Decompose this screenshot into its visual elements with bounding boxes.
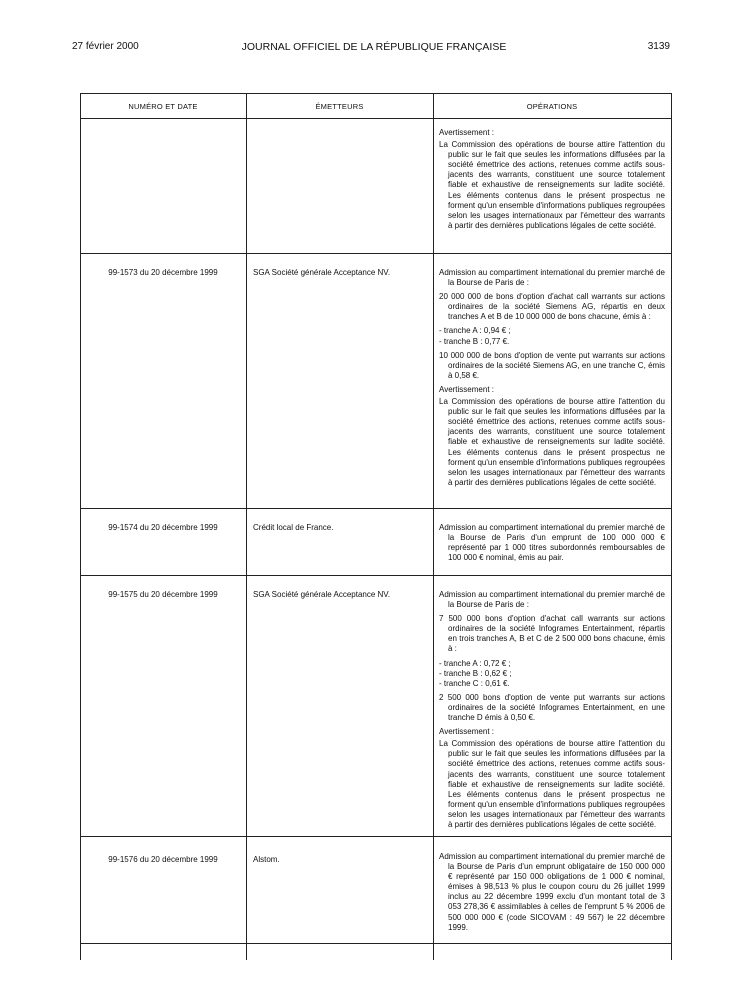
operations-cell	[439, 268, 665, 492]
tranche-item: - tranche B : 0,77 €.	[439, 336, 510, 346]
operation-paragraph: 20 000 000 de bons d'option d'achat call warrants sur actions ordinaires de la société Siemens AG, répartis en deux tranches A et B de 10 000 000 de bons chacune, émis à :	[439, 292, 665, 322]
page-number: 3139	[647, 41, 670, 52]
warning-text: La Commission des opérations de bourse attire l'attention du public sur le fait que seules les informations diffusées par la société émettrice des actions, retenues comme actifs sous-jacents des warrants, constituent une source totalement fiable et exhaustive de renseignements sur ladite société. Les éléments contenus dans le présent prospectus ne forment qu'un ensemble d'informations publiques regroupées selon les usages internationaux par l'émetteur des warrants à partir des dernières publications légales de cette société.	[439, 140, 665, 230]
column-divider	[246, 93, 247, 960]
operation-paragraph: Admission au compartiment international du premier marché de la Bourse de Paris d'un emprunt de 100 000 000 € représenté par 1 000 titres subordonnés remboursables de 100 000 € nominal, émis au pair.	[439, 523, 665, 563]
operations-cell	[439, 590, 665, 834]
tranche-item: - tranche A : 0,72 € ;	[439, 658, 511, 668]
operation-paragraph: Admission au compartiment international du premier marché de la Bourse de Paris d'un emprunt obligataire de 150 000 000 € représenté par 150 000 obligations de 1 000 € nominal, émises à 98,513 % plus le coupon couru du 26 juillet 1999 inclus au 22 décembre 1999 exclu d'un montant total de 3 053 278,36 € assimilables à celles de l'emprunt 5 % 2006 de 500 000 000 € (code SICOVAM : 49 567) le 22 décembre 1999.	[439, 852, 665, 932]
operations-cell	[439, 128, 665, 235]
column-header-numero: NUMÉRO ET DATE	[128, 102, 198, 111]
operation-paragraph: Admission au compartiment international du premier marché de la Bourse de Paris de :	[439, 268, 665, 288]
entry-number-date: 99-1574 du 20 décembre 1999	[108, 523, 218, 532]
operations-cell	[439, 852, 665, 937]
issuer-name: Crédit local de France.	[253, 523, 334, 532]
operation-paragraph: 2 500 000 bons d'option de vente put warrants sur actions ordinaires de la société Infogrames Entertainment, en une tranche D émis à 0,50 €.	[439, 692, 665, 723]
warning-label: Avertissement :	[439, 128, 494, 137]
warning-label: Avertissement :	[439, 727, 494, 737]
table-top-rule	[80, 93, 672, 94]
row-separator	[80, 836, 672, 837]
issuer-name: Alstom.	[253, 855, 280, 864]
operation-paragraph: Admission au compartiment international du premier marché de la Bourse de Paris de :	[439, 590, 665, 610]
row-separator	[80, 508, 672, 509]
operations-cell	[439, 523, 665, 567]
column-divider	[433, 93, 434, 960]
row-separator	[80, 575, 672, 576]
header-bottom-rule	[80, 118, 672, 119]
operation-paragraph: 7 500 000 bons d'option d'achat call warrants sur actions ordinaires de la société Infogrames Entertainment, répartis en trois tranches A, B et C de 2 500 000 bons chacune, émis à :	[439, 614, 665, 654]
tranche-item: - tranche B : 0,62 € ;	[439, 668, 512, 678]
warning-text: La Commission des opérations de bourse attire l'attention du public sur le fait que seules les informations diffusées par la société émettrice des actions, retenues comme actifs sous-jacents des warrants, constituent une source totalement fiable et exhaustive de renseignements sur ladite société. Les éléments contenus dans le présent prospectus ne forment qu'un ensemble d'informations publiques regroupées selon les usages internationaux par l'émetteur des warrants à partir des dernières publications légales de cette société.	[439, 739, 665, 829]
issuer-name: SGA Société générale Acceptance NV.	[253, 590, 391, 599]
tranche-item: - tranche A : 0,94 € ;	[439, 326, 511, 336]
operation-paragraph: 10 000 000 de bons d'option de vente put warrants sur actions ordinaires de la société Siemens AG, en une tranche C, émis à 0,58 €.	[439, 350, 665, 380]
entry-number-date: 99-1576 du 20 décembre 1999	[108, 855, 218, 864]
journal-title: JOURNAL OFFICIEL DE LA RÉPUBLIQUE FRANÇAISE	[241, 41, 507, 53]
warning-text: La Commission des opérations de bourse attire l'attention du public sur le fait que seules les informations diffusées par la société émettrice des actions, retenues comme actifs sous-jacents des warrants, constituent une source totalement fiable et exhaustive de renseignements sur ladite société. Les éléments contenus dans le présent prospectus ne forment qu'un ensemble d'informations publiques regroupées selon les usages internationaux par l'émetteur des warrants à partir des dernières publications légales de cette société.	[439, 397, 665, 487]
column-header-emetteurs: ÉMETTEURS	[315, 102, 364, 111]
row-separator	[80, 253, 672, 254]
page-date: 27 février 2000	[72, 41, 139, 52]
row-separator	[80, 943, 672, 944]
issuer-name: SGA Société générale Acceptance NV.	[253, 268, 391, 277]
entry-number-date: 99-1573 du 20 décembre 1999	[108, 268, 218, 277]
table-right-rule	[671, 93, 672, 960]
tranche-item: - tranche C : 0,61 €.	[439, 678, 510, 688]
column-header-operations: OPÉRATIONS	[526, 102, 578, 111]
warning-label: Avertissement :	[439, 384, 494, 394]
entry-number-date: 99-1575 du 20 décembre 1999	[108, 590, 218, 599]
